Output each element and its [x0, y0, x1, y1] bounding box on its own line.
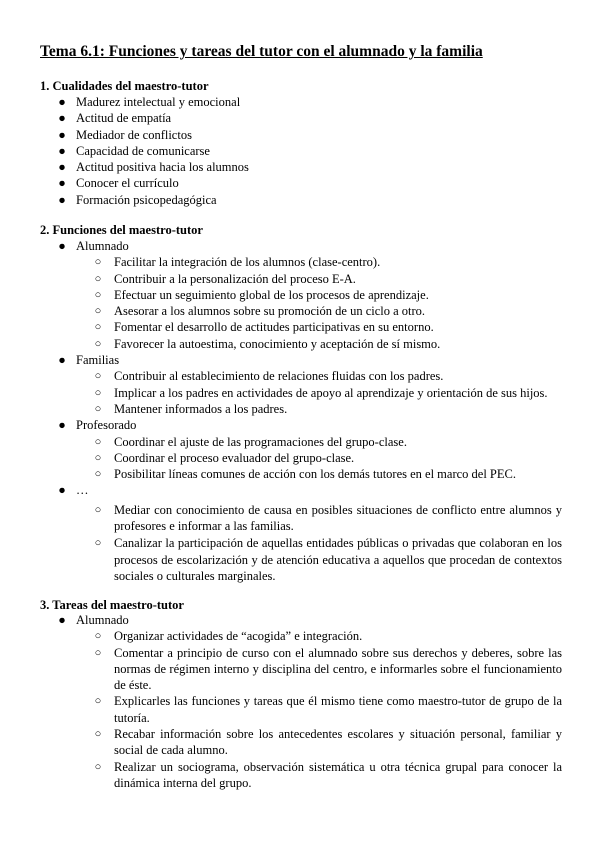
list-item: ○ Fomentar el desarrollo de actitudes participativas en su entorno. — [94, 320, 434, 335]
list-item: ○ Recabar información sobre los antecedentes escolares y situación personal, familiar y social de cada alumno. — [94, 727, 562, 758]
sub-bullet-icon: ○ — [94, 305, 102, 318]
group-other — [57, 482, 562, 584]
list-item: ● Formación psicopedagógica — [58, 192, 217, 207]
sub-bullet-icon: ○ — [94, 503, 102, 516]
bullet-icon: ● — [58, 483, 66, 498]
bullet-icon: ● — [58, 613, 66, 627]
bullet-icon: ● — [58, 160, 66, 175]
bullet-icon: ● — [58, 143, 66, 158]
group-profesorado — [57, 417, 562, 482]
sub-bullet-icon: ○ — [94, 435, 102, 448]
sub-bullet-icon: ○ — [94, 370, 102, 383]
list-item: ○ Posibilitar líneas comunes de acción con los demás tutores en el marco del PEC. — [94, 467, 516, 482]
section-1-list — [57, 94, 562, 208]
bullet-icon: ● — [58, 95, 66, 109]
list-item: ○ Organizar actividades de “acogida” e integración. — [94, 629, 363, 644]
sub-bullet-icon: ○ — [94, 728, 102, 741]
sub-bullet-icon: ○ — [94, 760, 102, 773]
section-3-heading: 3. Tareas del maestro-tutor — [40, 598, 184, 612]
bullet-icon: ● — [58, 239, 66, 253]
list-item: ○ Coordinar el proceso evaluador del grupo-clase. — [94, 450, 355, 465]
sub-bullet-icon: ○ — [94, 337, 102, 350]
list-item: ○ Realizar un sociograma, observación sistemática u otra técnica grupal para conocer la dinámica interna del grupo. — [94, 759, 562, 790]
list-item: ○ Explicarles las funciones y tareas que él mismo tiene como maestro-tutor de grupo de la tutoría. — [94, 694, 562, 725]
group-alumnado — [57, 612, 562, 791]
sub-bullet-icon: ○ — [94, 272, 102, 285]
group-alumnado — [57, 238, 562, 352]
sub-bullet-icon: ○ — [94, 321, 102, 334]
section-3-list — [57, 612, 562, 791]
list-item: ● Capacidad de comunicarse — [58, 143, 210, 158]
list-item: ● Conocer el currículo — [58, 176, 179, 191]
section-2-heading: 2. Funciones del maestro-tutor — [40, 223, 203, 237]
list-item: ○ Asesorar a los alumnos sobre su promoción de un ciclo a otro. — [94, 304, 426, 319]
list-item: ○ Contribuir al establecimiento de relaciones fluidas con los padres. — [94, 369, 444, 384]
list-item: ○ Comentar a principio de curso con el alumnado sobre sus derechos y deberes, sobre las normas de régimen interno y disciplina del centro, e informarles sobre el funcionamiento de éste. — [94, 645, 562, 693]
group-label: Familias — [76, 353, 120, 368]
sub-bullet-icon: ○ — [94, 288, 102, 301]
section-1-heading: 1. Cualidades del maestro-tutor — [40, 79, 209, 93]
list-item: ● Actitud de empatía — [58, 111, 172, 126]
list-item: ○ Facilitar la integración de los alumnos (clase-centro). — [94, 255, 381, 270]
group-label: Alumnado — [76, 613, 129, 627]
list-item: ○ Contribuir a la personalización del proceso E-A. — [94, 271, 356, 286]
sub-bullet-icon: ○ — [94, 646, 102, 659]
sub-bullet-icon: ○ — [94, 386, 102, 399]
list-item: ○ Coordinar el ajuste de las programaciones del grupo-clase. — [94, 434, 407, 449]
sub-bullet-icon: ○ — [94, 256, 102, 269]
bullet-icon: ● — [58, 353, 66, 368]
sub-bullet-icon: ○ — [94, 537, 102, 550]
list-item: ○ Mantener informados a los padres. — [94, 401, 288, 416]
bullet-icon: ● — [58, 111, 66, 126]
list-item: ● Mediador de conflictos — [58, 127, 192, 142]
sub-bullet-icon: ○ — [94, 468, 102, 481]
list-item: ○ Implicar a los padres en actividades de apoyo al aprendizaje y orientación de sus hijos. — [94, 385, 548, 400]
group-familias — [57, 352, 562, 417]
group-label: Profesorado — [76, 418, 137, 433]
group-label: … — [76, 483, 89, 498]
list-item: ○ Efectuar un seguimiento global de los procesos de aprendizaje. — [94, 287, 429, 302]
sub-bullet-icon: ○ — [94, 695, 102, 708]
bullet-icon: ● — [58, 192, 66, 207]
sub-bullet-icon: ○ — [94, 630, 102, 643]
list-item: ○ Canalizar la participación de aquellas entidades públicas o privadas que colaboran en los procesos de escolarización y de atención educativa a aquellos que procedan de contextos sociales o culturales marginales. — [94, 536, 562, 583]
section-2-list — [57, 238, 562, 584]
sub-bullet-icon: ○ — [94, 402, 102, 415]
document-title: Tema 6.1: Funciones y tareas del tutor con el alumnado y la familia — [40, 43, 483, 60]
bullet-icon: ● — [58, 176, 66, 191]
group-label: Alumnado — [76, 239, 129, 253]
list-item: ○ Favorecer la autoestima, conocimiento y aceptación de sí mismo. — [94, 336, 441, 351]
bullet-icon: ● — [58, 418, 66, 433]
sub-bullet-icon: ○ — [94, 451, 102, 464]
list-item: ● Actitud positiva hacia los alumnos — [58, 160, 249, 175]
bullet-icon: ● — [58, 127, 66, 142]
list-item: ○ Mediar con conocimiento de causa en posibles situaciones de conflicto entre alumnos y profesores e informar a las familias. — [94, 502, 562, 534]
list-item: ● Madurez intelectual y emocional — [58, 95, 241, 109]
